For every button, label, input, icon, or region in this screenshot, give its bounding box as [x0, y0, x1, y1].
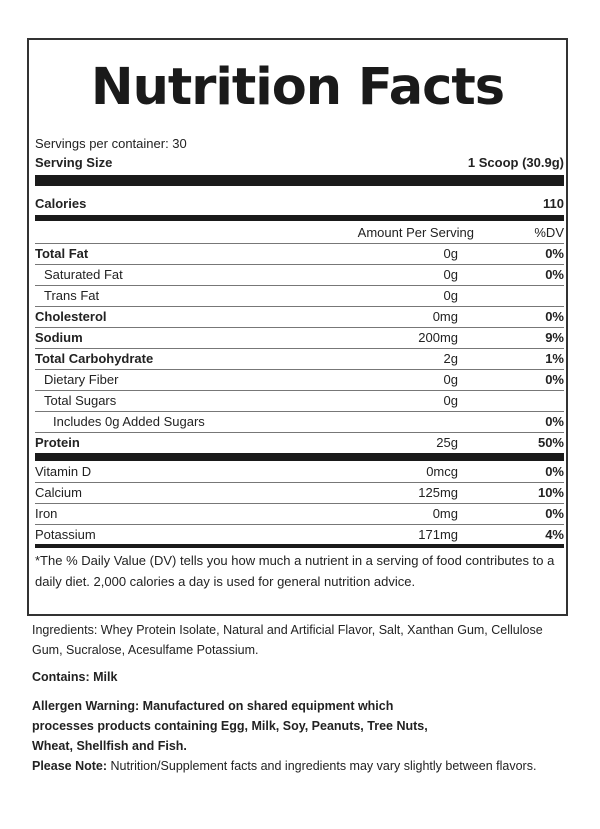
nutrient-amount: 0g [443, 267, 458, 282]
nutrient-row [35, 435, 564, 451]
nutrient-row [35, 414, 564, 430]
nutrient-amount: 0g [443, 288, 458, 303]
vitamin-name: Calcium [35, 485, 82, 500]
nutrient-name: Protein [35, 435, 80, 450]
divider [35, 524, 564, 525]
vitamin-row [35, 527, 564, 543]
divider [35, 285, 564, 286]
nutrient-amount: 25g [436, 435, 458, 450]
thick-divider [35, 175, 564, 186]
vitamin-dv: 10% [537, 485, 564, 500]
divider [35, 544, 564, 548]
nutrient-name: Dietary Fiber [44, 372, 119, 387]
divider [35, 369, 564, 370]
vitamin-amount: 0mcg [426, 464, 458, 479]
vitamin-dv: 4% [545, 527, 564, 542]
thick-divider [35, 453, 564, 461]
vitamin-amount: 125mg [418, 485, 458, 500]
nutrient-dv: 1% [545, 351, 564, 366]
please-note [32, 756, 572, 776]
page-title: Nutrition Facts [90, 58, 505, 117]
nutrient-name: Total Sugars [44, 393, 117, 408]
nutrient-amount: 2g [443, 351, 458, 366]
nutrient-name: Trans Fat [44, 288, 100, 303]
calories-label: Calories [35, 196, 87, 211]
amount-header: Amount Per Serving [357, 225, 474, 240]
vitamin-row [35, 506, 564, 522]
servings-per-container: Servings per container: 30 [35, 136, 187, 151]
nutrient-amount: 0g [443, 372, 458, 387]
vitamin-amount: 0mg [432, 506, 458, 521]
dv-header: %DV [534, 225, 564, 240]
vitamin-name: Potassium [35, 527, 96, 542]
please-note-text: Nutrition/Supplement facts and ingredients may vary slightly between flavors. [110, 759, 537, 773]
allergen-warning-text: Allergen Warning: Manufactured on shared equipment which processes products containing Egg, Milk, Soy, Peanuts, Tree Nuts, Wheat, Shellfish and Fish. [32, 699, 428, 753]
nutrient-row [35, 246, 564, 262]
nutrient-name: Total Fat [35, 246, 89, 261]
vitamin-name: Iron [35, 506, 58, 521]
nutrient-amount: 0g [443, 393, 458, 408]
daily-value-footnote: *The % Daily Value (DV) tells you how much a nutrient in a serving of food contributes to a daily diet. 2,000 calories a day is used for general nutrition advice. [35, 553, 555, 589]
divider [35, 306, 564, 307]
nutrient-name: Total Carbohydrate [35, 351, 154, 366]
nutrient-dv: 9% [545, 330, 564, 345]
divider [35, 390, 564, 391]
nutrient-dv: 0% [545, 267, 564, 282]
nutrient-dv: 0% [545, 309, 564, 324]
nutrient-dv: 0% [545, 372, 564, 387]
nutrient-row [35, 309, 564, 325]
please-note-label: Please Note: [32, 759, 108, 773]
divider [35, 348, 564, 349]
divider [35, 503, 564, 504]
calories-row [35, 196, 564, 212]
nutrient-row [35, 372, 564, 388]
vitamin-row [35, 485, 564, 501]
calories-value: 110 [543, 196, 564, 211]
serving-size-value: 1 Scoop (30.9g) [467, 155, 564, 170]
medium-divider [35, 215, 564, 221]
nutrient-row [35, 393, 564, 409]
nutrient-row [35, 267, 564, 283]
nutrient-amount: 200mg [418, 330, 458, 345]
vitamin-dv: 0% [545, 506, 564, 521]
nutrient-name: Cholesterol [35, 309, 107, 324]
nutrient-dv: 0% [545, 246, 564, 261]
vitamin-dv: 0% [545, 464, 564, 479]
divider [35, 243, 564, 244]
vitamin-name: Vitamin D [35, 464, 92, 479]
nutrient-row [35, 351, 564, 367]
contains-text: Contains: Milk [32, 670, 118, 684]
vitamin-row [35, 464, 564, 480]
divider [35, 432, 564, 433]
nutrient-name: Sodium [35, 330, 83, 345]
nutrient-name: Saturated Fat [44, 267, 123, 282]
divider [35, 264, 564, 265]
nutrient-amount: 0g [443, 246, 458, 261]
nutrition-facts-panel [27, 38, 568, 616]
ingredients-text: Ingredients: Whey Protein Isolate, Natural and Artificial Flavor, Salt, Xanthan Gum, Cellulose Gum, Sucralose, Acesulfame Potassium. [32, 623, 543, 657]
serving-size-row [35, 155, 564, 171]
nutrient-dv: 0% [545, 414, 564, 429]
nutrient-row [35, 288, 564, 304]
nutrient-dv: 50% [537, 435, 564, 450]
vitamin-amount: 171mg [418, 527, 458, 542]
nutrient-amount: 0mg [432, 309, 458, 324]
divider [35, 327, 564, 328]
nutrient-row [35, 330, 564, 346]
divider [35, 482, 564, 483]
divider [35, 411, 564, 412]
nutrient-name: Includes 0g Added Sugars [53, 414, 205, 429]
serving-size-label: Serving Size [35, 155, 113, 170]
